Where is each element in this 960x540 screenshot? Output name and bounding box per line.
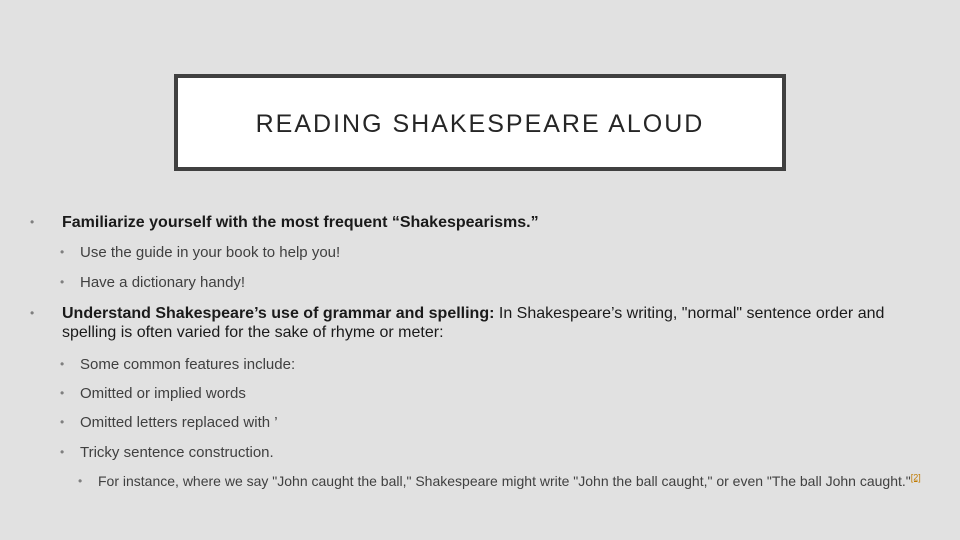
citation-link[interactable]: [2] bbox=[910, 472, 921, 483]
bullet-text-bold: Familiarize yourself with the most frequent “Shakespearisms.” bbox=[62, 214, 539, 231]
slide-title: READING SHAKESPEARE ALOUD bbox=[255, 110, 705, 138]
sub-bullet-tricky bbox=[60, 443, 920, 462]
bullet-text-bold: Understand Shakespeare’s use of grammar and spelling: bbox=[62, 305, 495, 322]
bullet-text: Some common features include: bbox=[80, 356, 296, 373]
sub-bullet-dictionary bbox=[60, 273, 920, 292]
bullet-icon: • bbox=[60, 445, 65, 459]
bullet-icon: • bbox=[60, 245, 65, 259]
bullet-icon: • bbox=[30, 306, 35, 320]
bullet-text: Omitted or implied words bbox=[80, 385, 246, 402]
bullet-text: Tricky sentence construction. bbox=[80, 444, 274, 461]
bullet-text: For instance, where we say "John caught the ball," Shakespeare might write "John the ball caught," or even "The ball John caught." bbox=[98, 473, 911, 489]
sub-bullet-omitted-words bbox=[60, 384, 920, 403]
bullet-text: Omitted letters replaced with ’ bbox=[80, 414, 278, 431]
bullet-text: In Shakespeare’s writing, "normal" sentence order and spelling is often varied for the sake of rhyme or meter: bbox=[62, 305, 885, 341]
sub-bullet-omitted-letters bbox=[60, 413, 920, 432]
bullet-icon: • bbox=[60, 386, 65, 400]
bullet-text: Use the guide in your book to help you! bbox=[80, 244, 341, 261]
sub-bullet-guide bbox=[60, 243, 920, 262]
sub-sub-bullet-example bbox=[78, 472, 938, 491]
bullet-item-shakespearisms bbox=[30, 213, 932, 232]
bullet-item-grammar bbox=[30, 304, 932, 342]
title-box bbox=[174, 74, 786, 171]
bullet-icon: • bbox=[60, 275, 65, 289]
sub-bullet-features bbox=[60, 355, 920, 374]
bullet-text: Have a dictionary handy! bbox=[80, 274, 246, 291]
bullet-icon: • bbox=[60, 415, 65, 429]
bullet-icon: • bbox=[60, 357, 65, 371]
bullet-icon: • bbox=[30, 215, 35, 229]
bullet-icon: • bbox=[78, 474, 83, 488]
